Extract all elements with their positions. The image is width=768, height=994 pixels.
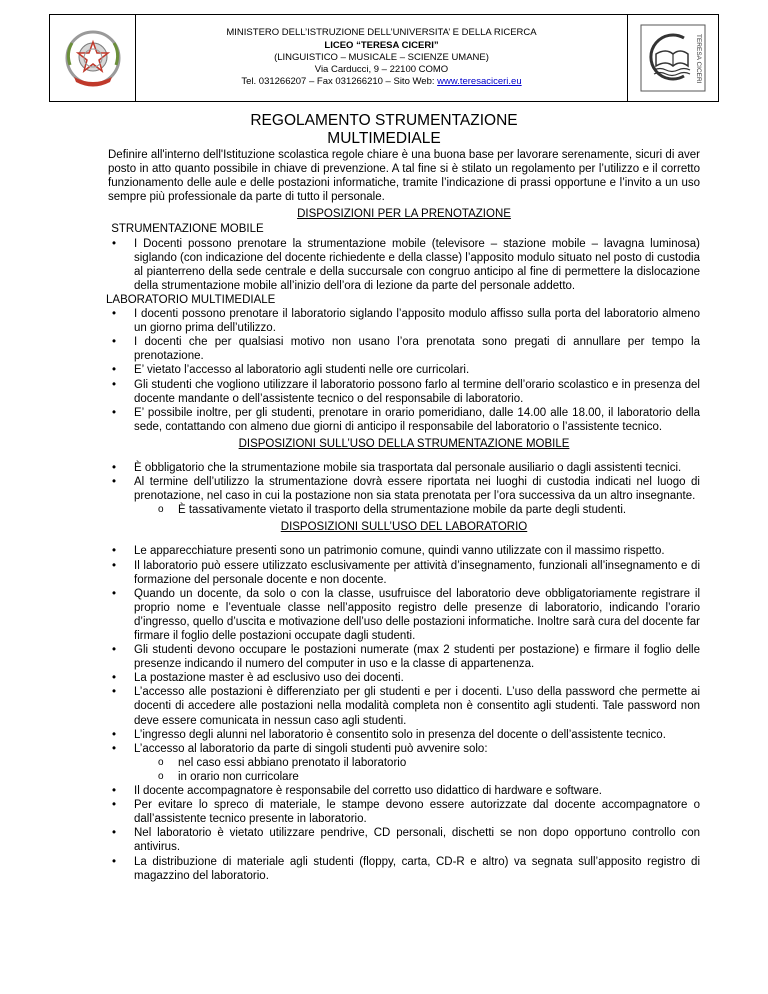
intro-paragraph: Definire all'interno dell'Istituzione scolastica regole chiare è una buona base per lavorare serenamente, sicuri di aver posto in atto quanto possibile in chiave di prevenzione. A tal fine si è stilato un regolamento per l’utilizzo e il corretto funzionamento delle aule e delle postazioni informatiche, tramite l’indicazione di prassi opportune e l’invito a un uso sempre più professionale da parte di tutto il personale. (108, 149, 700, 204)
title-line-2: MULTIMEDIALE (327, 129, 441, 147)
section-heading-strumentazione-mobile: DISPOSIZIONI SULL’USO DELLA STRUMENTAZIONE MOBILE (238, 437, 570, 450)
list-item: • È obbligatorio che la strumentazione mobile sia trasportata dal personale ausiliario o dagli assistenti tecnici. (108, 461, 700, 475)
republic-emblem-icon (60, 25, 126, 91)
website-link[interactable]: www.teresaciceri.eu (437, 76, 522, 88)
list-item (108, 475, 700, 517)
list-item: • Per evitare lo spreco di materiale, le stampe devono essere autorizzate dal docente accompagnatore o dall’assistente tecnico presente in laboratorio. (108, 798, 700, 826)
list-strumentazione-mobile (108, 237, 700, 293)
sublist-item: o in orario non curricolare (134, 770, 700, 784)
list-item: • Le apparecchiature presenti sono un patrimonio comune, quindi vanno utilizzate con il massimo rispetto. (108, 544, 700, 558)
list-item: • Gli studenti devono occupare le postazioni numerate (max 2 studenti per postazione) e firmare il foglio delle presenze indicando il numero del computer in uso e la classe di appartenenza. (108, 643, 700, 671)
spacer (108, 535, 700, 544)
school-logo-cell (628, 15, 718, 101)
school-contacts (241, 76, 521, 88)
page-title (0, 112, 768, 147)
list-item: • Il laboratorio può essere utilizzato esclusivamente per attività d’insegnamento, funzionali all’insegnamento e di formazione del personale docente e non docente. (108, 559, 700, 587)
list-item: • E’ vietato l’accesso al laboratorio agli studenti nelle ore curricolari. (108, 363, 700, 377)
list-item: • E’ possibile inoltre, per gli studenti, prenotare in orario pomeridiano, dalle 14.00 alle 18.00, il laboratorio della sede, contattando con almeno due giorni di anticipo il responsabile del laboratorio o l’assistente tecnico. (108, 406, 700, 434)
list-item-text: • Al termine dell’utilizzo la strumentazione dovrà essere riportata nei luoghi di custodia indicati nel luogo di prenotazione, nel caso in cui la postazione non sia stata prenotata per l’ora successiva da un altro insegnante. (134, 476, 700, 503)
list-item: • I Docenti possono prenotare la strumentazione mobile (televisore – stazione mobile – lavagna luminosa) siglando (con indicazione del docente richiedente e della classe) l’apposito modulo situato nel posto di custodia al pianterreno della sede centrale e della succursale con congruo anticipo al fine di permettere la dislocazione della strumentazione mobile all’inizio dell’ora di lezione da parte del personale addetto. (108, 237, 700, 293)
subheading-laboratorio: LABORATORIO MULTIMEDIALE (106, 293, 276, 306)
list-item-text: • L’accesso al laboratorio da parte di singoli studenti può avvenire solo: (134, 742, 488, 755)
school-logo-icon (640, 24, 706, 92)
phone-fax: Tel. 031266207 – Fax 031266210 – Sito Web: (241, 76, 438, 88)
sublist (134, 503, 700, 517)
list-item: • Gli studenti che vogliono utilizzare il laboratorio possono farlo al termine dell’orario scolastico e in presenza del docente mandante o dell’assistente tecnico o del responsabile di laboratorio. (108, 378, 700, 406)
document-body (108, 148, 700, 883)
subheading-strumentazione-mobile: STRUMENTAZIONE MOBILE (108, 223, 264, 236)
school-address: Via Carducci, 9 – 22100 COMO (314, 64, 449, 76)
list-item: • I docenti possono prenotare il laboratorio siglando l’apposito modulo affisso sulla porta del laboratorio almeno un giorno prima dell’utilizzo. (108, 307, 700, 335)
list-laboratorio (108, 307, 700, 434)
school-info (136, 15, 628, 101)
letterhead (49, 14, 719, 102)
list-item: • L’accesso alle postazioni è differenziato per gli studenti e per i docenti. L’uso della password che permette ai docenti di accedere alle postazioni nella modalità completa non è consentito agli studenti. Tale password non deve essere comunicata in nessun caso agli studenti. (108, 685, 700, 727)
list-uso-laboratorio (108, 544, 700, 882)
sublist-item: o nel caso essi abbiano prenotato il laboratorio (134, 756, 700, 770)
section-heading-prenotazione: DISPOSIZIONI PER LA PRENOTAZIONE (297, 208, 511, 221)
title-line-1: REGOLAMENTO STRUMENTAZIONE (250, 112, 518, 129)
school-tracks: (LINGUISTICO – MUSICALE – SCIENZE UMANE) (274, 51, 489, 63)
svg-text:TERESA CICERI: TERESA CICERI (695, 34, 702, 84)
sublist-item: o È tassativamente vietato il trasporto della strumentazione mobile da parte degli studenti. (134, 503, 700, 517)
list-item (108, 742, 700, 784)
list-item: • La distribuzione di materiale agli studenti (floppy, carta, CD-R e altro) va segnata sull’apposito registro di magazzino del laboratorio. (108, 855, 700, 883)
section-heading-laboratorio: DISPOSIZIONI SULL’USO DEL LABORATORIO (280, 521, 528, 534)
list-item: • L’ingresso degli alunni nel laboratorio è consentito solo in presenza del docente o dell’assistente tecnico. (108, 728, 700, 742)
spacer (108, 452, 700, 461)
republic-emblem-cell (50, 15, 136, 101)
list-item: • Nel laboratorio è vietato utilizzare pendrive, CD personali, dischetti se non dopo opportuno controllo con antivirus. (108, 826, 700, 854)
list-item: • I docenti che per qualsiasi motivo non usano l’ora prenotata sono pregati di annullare per tempo la prenotazione. (108, 335, 700, 363)
list-uso-strumentazione (108, 461, 700, 517)
list-item: • La postazione master è ad esclusivo uso dei docenti. (108, 671, 700, 685)
list-item: • Quando un docente, da solo o con la classe, usufruisce del laboratorio deve obbligatoriamente registrare il proprio nome e l’eventuale classe nell’apposito registro delle presenze di laboratorio, indicando l’orario d’ingresso, quello d’uscita e motivazione dell’uso delle postazioni informatiche. Inoltre sarà cura del docente far firmare il foglio delle postazioni occupate dagli studenti. (108, 587, 700, 643)
school-name: LICEO “TERESA CICERI” (324, 39, 439, 51)
ministry-name: MINISTERO DELL’ISTRUZIONE DELL’UNIVERSITA’ E DELLA RICERCA (226, 27, 537, 39)
list-item: • Il docente accompagnatore è responsabile del corretto uso didattico di hardware e software. (108, 784, 700, 798)
sublist (134, 756, 700, 784)
